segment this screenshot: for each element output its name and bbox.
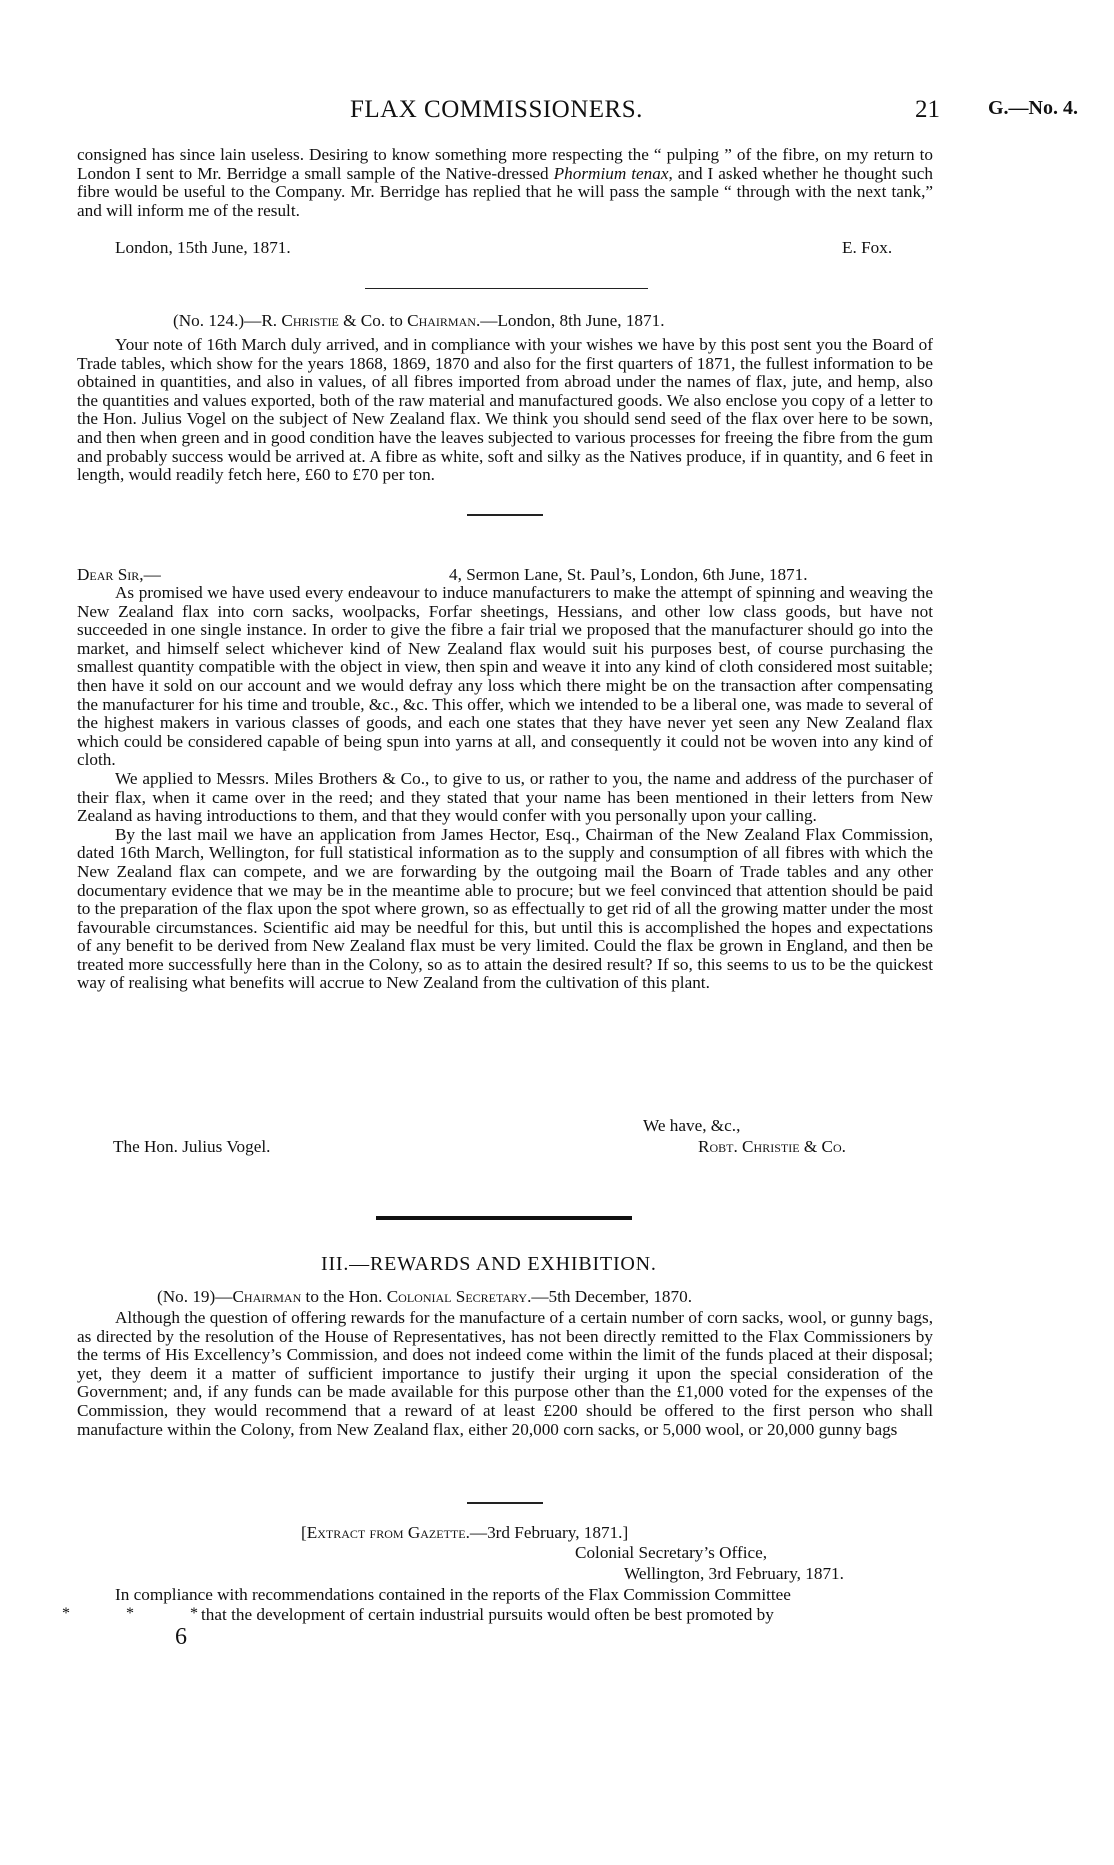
gazette-line-2: that the development of certain industrial pursuits would often be best promoted by (201, 1605, 774, 1624)
document-reference: G.—No. 4. (988, 97, 1078, 119)
fox-signature: E. Fox. (842, 238, 893, 257)
gazette-date: Wellington, 3rd February, 1871. (624, 1564, 844, 1583)
letter-vogel-paragraph-1: As promised we have used every endeavour to induce manufacturers to make the attempt of spinning and weaving the New Zealand flax into corn sacks, woolpacks, Forfar sheetings, Hessians, and other low class goods, but have not succeeded in one single instance. In order to give the fibre a fair trial we proposed that the manufacturer should go into the market, and himself select whichever kind of New Zealand flax would suit his purposes best, of course purchasing the smallest quantity compatible with the object in view, then spin and weave it into any kind of cloth considered most suitable; then have it sold on our account and we would defray any loss which there might be on the transaction after compensating the manufacturer for his time and trouble, &c., &c. This offer, which we intended to be a liberal one, was made to several of the highest makers in various classes of goods, and each one states that they have never yet seen any New Zealand flax which could be considered capable of being spun into yarns at all, and consequently it could not be woven into any kind of cloth. (77, 583, 933, 770)
closing: We have, &c., (643, 1116, 741, 1135)
letter-124-paragraph: Your note of 16th March duly arrived, and in compliance with your wishes we have by this post sent you the Board of Trade tables, which show for the years 1868, 1869, 1870 and also for the first quarters of 1871, the fullest information to be obtained in quantities, and also in values, of all fibres imported from abroad under the names of flax, jute, and hemp, also the quantities and values exported, both of the raw material and manufactured goods. We also enclose you copy of a letter to the Hon. Julius Vogel on the subject of New Zealand flax. We think you should send seed of the flax over here to be sown, and then when green and in good condition have the leaves subjected to various processes for freeing the fibre from the gum and probably success would be arrived at. A fibre as white, soft and silky as the Natives produce, if in quantity, and 6 feet in length, would readily fetch here, £60 to £70 per ton. (77, 335, 933, 485)
sender-address: 4, Sermon Lane, St. Paul’s, London, 6th June, 1871. (449, 565, 808, 584)
section-title: III.—REWARDS AND EXHIBITION. (321, 1253, 657, 1275)
ellipsis-stars: * * * (62, 1605, 224, 1622)
gazette-line-1: In compliance with recommendations contained in the reports of the Flax Commission Committee (115, 1585, 791, 1604)
letter-19-paragraph: Although the question of offering rewards for the manufacture of a certain number of corn sacks, wool, or gunny bags, as directed by the resolution of the House of Representatives, has not been directly remitted to the Flax Commissioners by the terms of His Excellency’s Commission, and does not indeed come within the limit of the funds placed at their disposal; yet, they deem it a matter of sufficient importance to justify their urging it upon the special consideration of the Government; and, if any funds can be made available for this purpose other than the £1,000 voted for the expenses of the Commission, they would recommend that a reward of at least £200 should be offered to the first person who shall manufacture within the Colony, from New Zealand flax, either 20,000 corn sacks, or 5,000 wool, or 20,000 gunny bags (77, 1308, 933, 1439)
short-divider-rule (467, 1502, 543, 1504)
letter-124-body (77, 336, 933, 485)
addressee: The Hon. Julius Vogel. (113, 1137, 271, 1156)
letter-vogel-body (77, 584, 933, 993)
letter-19-heading: (No. 19)—Chairman to the Hon. Colonial Secretary.—5th December, 1870. (157, 1287, 692, 1306)
fox-letter-body (77, 146, 933, 220)
species-name: Phormium tenax (553, 163, 669, 183)
letter-124-heading: (No. 124.)—R. Christie & Co. to Chairman.—London, 8th June, 1871. (173, 311, 665, 330)
christie-signature: Robt. Christie & Co. (698, 1137, 846, 1156)
running-title: FLAX COMMISSIONERS. (350, 96, 643, 123)
salutation: Dear Sir,— (77, 565, 161, 584)
divider-rule (365, 288, 648, 289)
gazette-office: Colonial Secretary’s Office, (575, 1543, 768, 1562)
gazette-heading: [Extract from Gazette.—3rd February, 1871.] (301, 1523, 629, 1542)
letter-19-body (77, 1309, 933, 1439)
letter-vogel-paragraph-2: We applied to Messrs. Miles Brothers & Co., to give to us, or rather to you, the name and address of the purchaser of their flax, when it came over in the reed; and they stated that your name has been mentioned in their letters from New Zealand as having introductions to them, and that they would confer with you personally upon your calling. (77, 768, 933, 826)
short-divider-rule (467, 514, 543, 516)
signature-mark: 6 (175, 1624, 187, 1650)
fox-letter-paragraph: consigned has since lain useless. Desiring to know something more respecting the “ pulping ” of the fibre, on my return to London I sent to Mr. Berridge a small sample of the Native-dressed Phormium tenax, and I asked whether he thought such fibre would be useful to the Company. Mr. Berridge has replied that he will pass the sample “ through with the next tank,” and will inform me of the result. (77, 145, 934, 220)
page-number: 21 (915, 96, 940, 123)
fox-place-date: London, 15th June, 1871. (115, 238, 291, 257)
letter-vogel-paragraph-3: By the last mail we have an application from James Hector, Esq., Chairman of the New Zealand Flax Commission, dated 16th March, Wellington, for full statistical information as to the supply and consumption of all fibres with which the New Zealand flax can compete, and we are forwarding by the outgoing mail the Boarn of Trade tables and any other documentary evidence that we may be in the meantime able to procure; but we feel convinced that attention should be paid to the preparation of the flax upon the spot where grown, so as effectually to get rid of all the growing matter under the most favourable circumstances. Scientific aid may be needful for this, but until this is accomplished the hopes and expectations of any benefit to be derived from New Zealand flax must be very limited. Could the flax be grown in England, and then be treated more successfully here than in the Colony, so as to attain the desired result? If so, this seems to us to be the quickest way of realising what benefits will accrue to New Zealand from the cultivation of this plant. (77, 824, 933, 993)
section-divider (376, 1216, 632, 1220)
